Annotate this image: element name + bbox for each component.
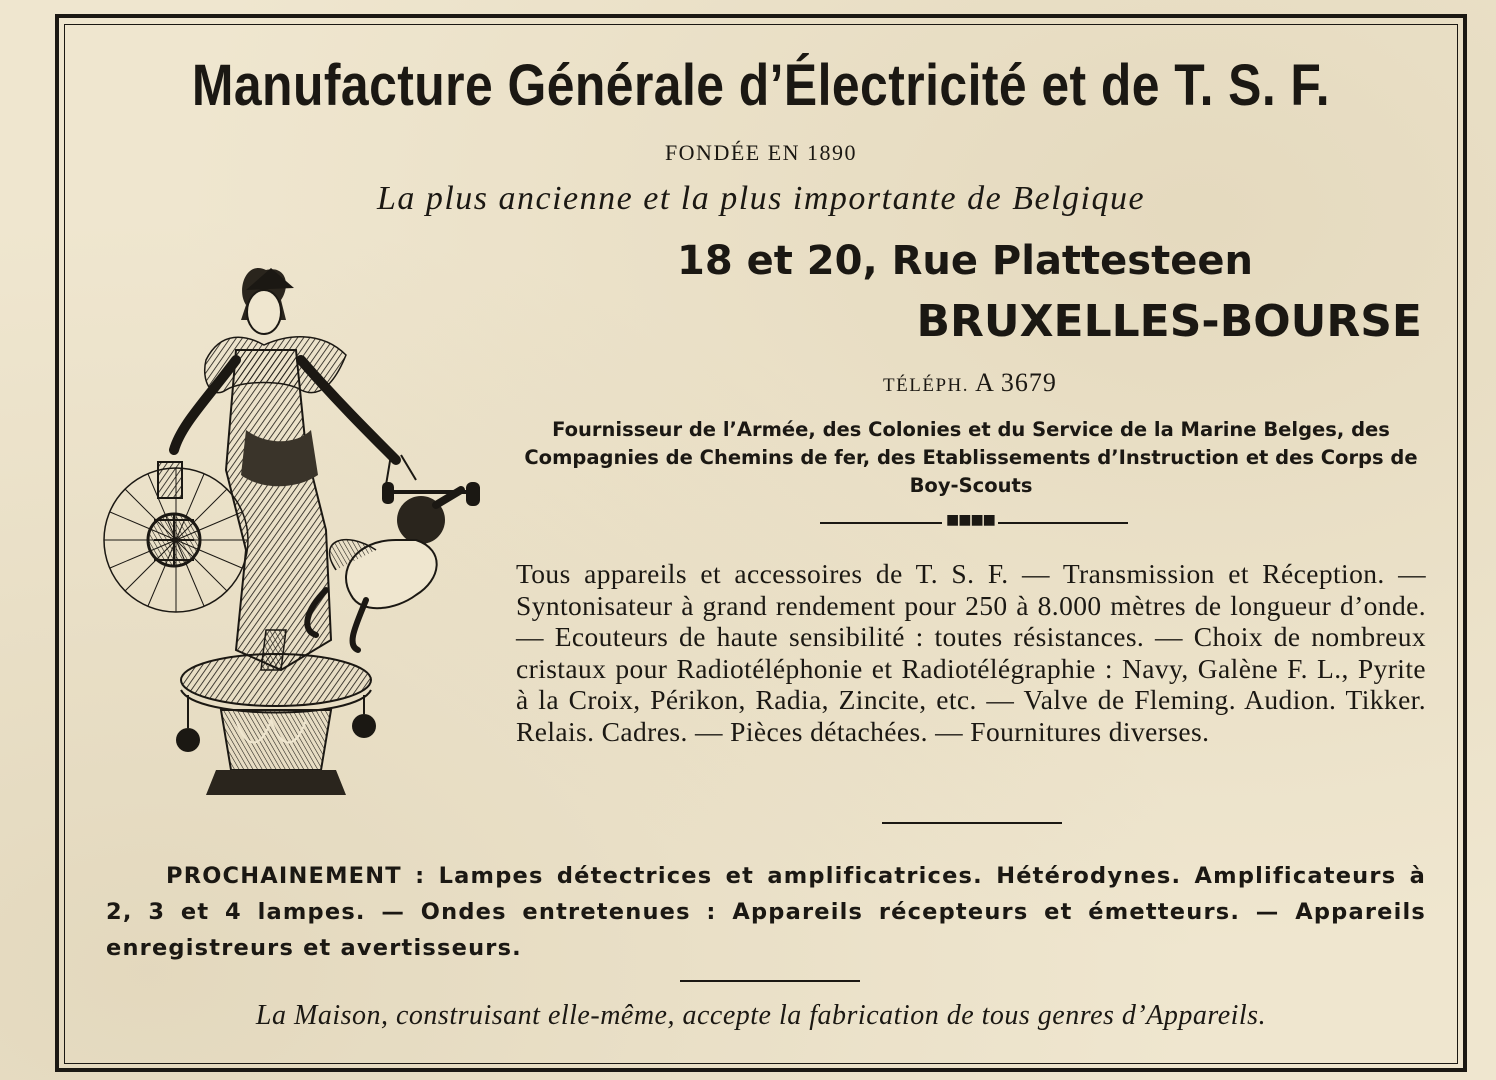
allegory-illustration-icon [96, 250, 496, 830]
divider-ornament: ■■■■ [946, 512, 995, 528]
company-title: Manufacture Générale d’Électricité et de T. S. F. [191, 53, 1331, 118]
founded-line: FONDÉE EN 1890 [664, 140, 858, 165]
street-address: 18 et 20, Rue Plattesteen [677, 238, 1253, 284]
products-rule [882, 822, 1062, 824]
coming-soon-text: : Lampes détectrices et amplificatrices. Hétérodynes. Amplificateurs à 2, 3 et 4 lampes. — Ondes entretenues : Appareils récepteurs et émetteurs. — Appareils enregistreurs et avertisseurs. [106, 863, 1426, 961]
phone-line [500, 368, 1440, 398]
coming-soon-paragraph [106, 858, 1426, 966]
supplier-text: Fournisseur de l’Armée, des Colonies et du Service de la Marine Belges, des Compagnies de Chemins de fer, des Etablissements d’Instruction et des Corps de Boy-Scouts [524, 418, 1418, 497]
products-paragraph: Tous appareils et accessoires de T. S. F. — Transmission et Réception. — Syntonisateur à grand rendement pour 250 à 8.000 mètres de longueur d’onde. — Ecouteurs de haute sensibilité : toutes résistances. — Choix de nombreux cristaux pour Radiotéléphonie et Radiotélégraphie : Navy, Galène F. L., Pyrite à la Croix, Périkon, Radia, Zincite, etc. — Valve de Fleming. Audion. Tikker. Relais. Cadres. — Pièces détachées. — Fournitures diverses. [516, 558, 1426, 747]
phone-number: A 3679 [975, 368, 1057, 397]
divider-left-rule [820, 522, 942, 524]
phone-label: TÉLÉPH. [883, 375, 970, 396]
city-address: BRUXELLES-BOURSE [916, 296, 1422, 347]
divider-right-rule [998, 522, 1128, 524]
tagline: La plus ancienne et la plus importante de Belgique [376, 180, 1146, 217]
coming-soon-label: PROCHAINEMENT [166, 863, 402, 889]
footer-line: La Maison, construisant elle-même, accepte la fabrication de tous genres d’Appareils. [255, 1000, 1267, 1031]
footer-rule [680, 980, 860, 982]
